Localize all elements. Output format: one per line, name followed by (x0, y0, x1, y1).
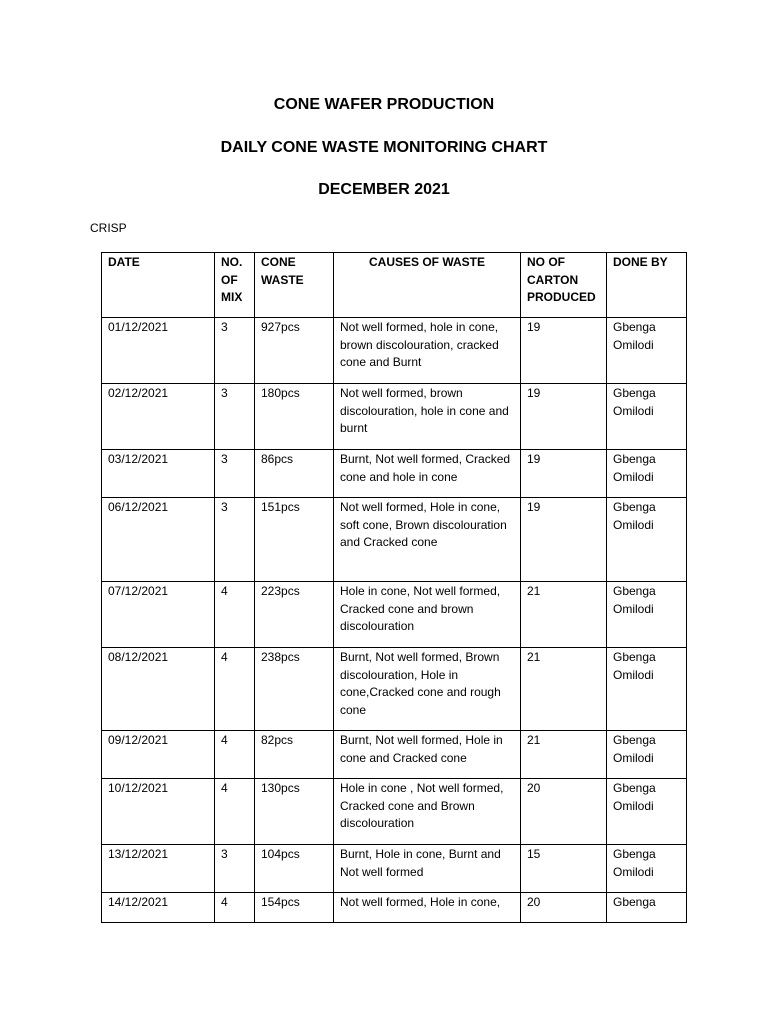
cell-date: 02/12/2021 (102, 384, 215, 450)
cell-causes: Not well formed, brown discolouration, hole in cone and burnt (334, 384, 521, 450)
cell-waste: 86pcs (255, 450, 334, 498)
cell-waste: 151pcs (255, 498, 334, 582)
cell-mix: 3 (215, 450, 255, 498)
cell-mix: 4 (215, 779, 255, 845)
cell-date: 07/12/2021 (102, 582, 215, 648)
section-label: CRISP (90, 221, 127, 235)
cell-date: 14/12/2021 (102, 893, 215, 923)
cell-waste: 238pcs (255, 648, 334, 731)
cell-cartons: 20 (521, 779, 607, 845)
cell-done-by: Gbenga Omilodi (607, 450, 687, 498)
cell-causes: Burnt, Not well formed, Brown discolouration, Hole in cone,Cracked cone and rough cone (334, 648, 521, 731)
cell-mix: 4 (215, 582, 255, 648)
table-header-row (102, 253, 687, 318)
cell-causes: Not well formed, hole in cone, brown discolouration, cracked cone and Burnt (334, 318, 521, 384)
cell-mix: 4 (215, 893, 255, 923)
table-row (102, 498, 687, 582)
cell-cartons: 21 (521, 648, 607, 731)
cell-done-by: Gbenga (607, 893, 687, 923)
cell-mix: 3 (215, 845, 255, 893)
document-subtitle: DAILY CONE WASTE MONITORING CHART (220, 139, 548, 156)
cell-causes: Hole in cone , Not well formed, Cracked cone and Brown discolouration (334, 779, 521, 845)
table-row (102, 845, 687, 893)
table-row (102, 648, 687, 731)
table-row (102, 893, 687, 923)
cell-cartons: 15 (521, 845, 607, 893)
cell-cartons: 19 (521, 498, 607, 582)
header-no-of-mix: NO. OF MIX (215, 253, 255, 318)
cell-date: 09/12/2021 (102, 731, 215, 779)
table-row (102, 731, 687, 779)
document-title: CONE WAFER PRODUCTION (273, 96, 495, 113)
cell-date: 03/12/2021 (102, 450, 215, 498)
cell-cartons: 21 (521, 731, 607, 779)
cell-cartons: 21 (521, 582, 607, 648)
table-row (102, 318, 687, 384)
cell-date: 06/12/2021 (102, 498, 215, 582)
cell-causes: Not well formed, Hole in cone, (334, 893, 521, 923)
cell-date: 13/12/2021 (102, 845, 215, 893)
cell-waste: 180pcs (255, 384, 334, 450)
cell-mix: 3 (215, 498, 255, 582)
cell-waste: 104pcs (255, 845, 334, 893)
table-row (102, 582, 687, 648)
header-done-by: DONE BY (607, 253, 687, 318)
cell-mix: 3 (215, 318, 255, 384)
cell-cartons: 19 (521, 318, 607, 384)
cell-cartons: 19 (521, 384, 607, 450)
cell-done-by: Gbenga Omilodi (607, 779, 687, 845)
cell-date: 08/12/2021 (102, 648, 215, 731)
cell-done-by: Gbenga Omilodi (607, 318, 687, 384)
cell-done-by: Gbenga Omilodi (607, 648, 687, 731)
waste-monitoring-table (101, 252, 687, 923)
cell-done-by: Gbenga Omilodi (607, 845, 687, 893)
cell-mix: 4 (215, 731, 255, 779)
header-causes-of-waste: CAUSES OF WASTE (334, 253, 521, 318)
cell-done-by: Gbenga Omilodi (607, 582, 687, 648)
cell-waste: 130pcs (255, 779, 334, 845)
cell-done-by: Gbenga Omilodi (607, 731, 687, 779)
cell-date: 01/12/2021 (102, 318, 215, 384)
cell-mix: 4 (215, 648, 255, 731)
table-row (102, 384, 687, 450)
cell-waste: 82pcs (255, 731, 334, 779)
cell-causes: Burnt, Not well formed, Hole in cone and Cracked cone (334, 731, 521, 779)
table-row (102, 779, 687, 845)
cell-causes: Not well formed, Hole in cone, soft cone, Brown discolouration and Cracked cone (334, 498, 521, 582)
cell-causes: Burnt, Not well formed, Cracked cone and hole in cone (334, 450, 521, 498)
cell-waste: 927pcs (255, 318, 334, 384)
cell-waste: 154pcs (255, 893, 334, 923)
cell-mix: 3 (215, 384, 255, 450)
cell-date: 10/12/2021 (102, 779, 215, 845)
cell-done-by: Gbenga Omilodi (607, 384, 687, 450)
cell-causes: Hole in cone, Not well formed, Cracked cone and brown discolouration (334, 582, 521, 648)
cell-done-by: Gbenga Omilodi (607, 498, 687, 582)
cell-waste: 223pcs (255, 582, 334, 648)
cell-cartons: 19 (521, 450, 607, 498)
table-row (102, 450, 687, 498)
header-date: DATE (102, 253, 215, 318)
cell-cartons: 20 (521, 893, 607, 923)
cell-causes: Burnt, Hole in cone, Burnt and Not well formed (334, 845, 521, 893)
header-cone-waste: CONE WASTE (255, 253, 334, 318)
document-period: DECEMBER 2021 (318, 181, 450, 198)
header-cartons-produced: NO OF CARTON PRODUCED (521, 253, 607, 318)
